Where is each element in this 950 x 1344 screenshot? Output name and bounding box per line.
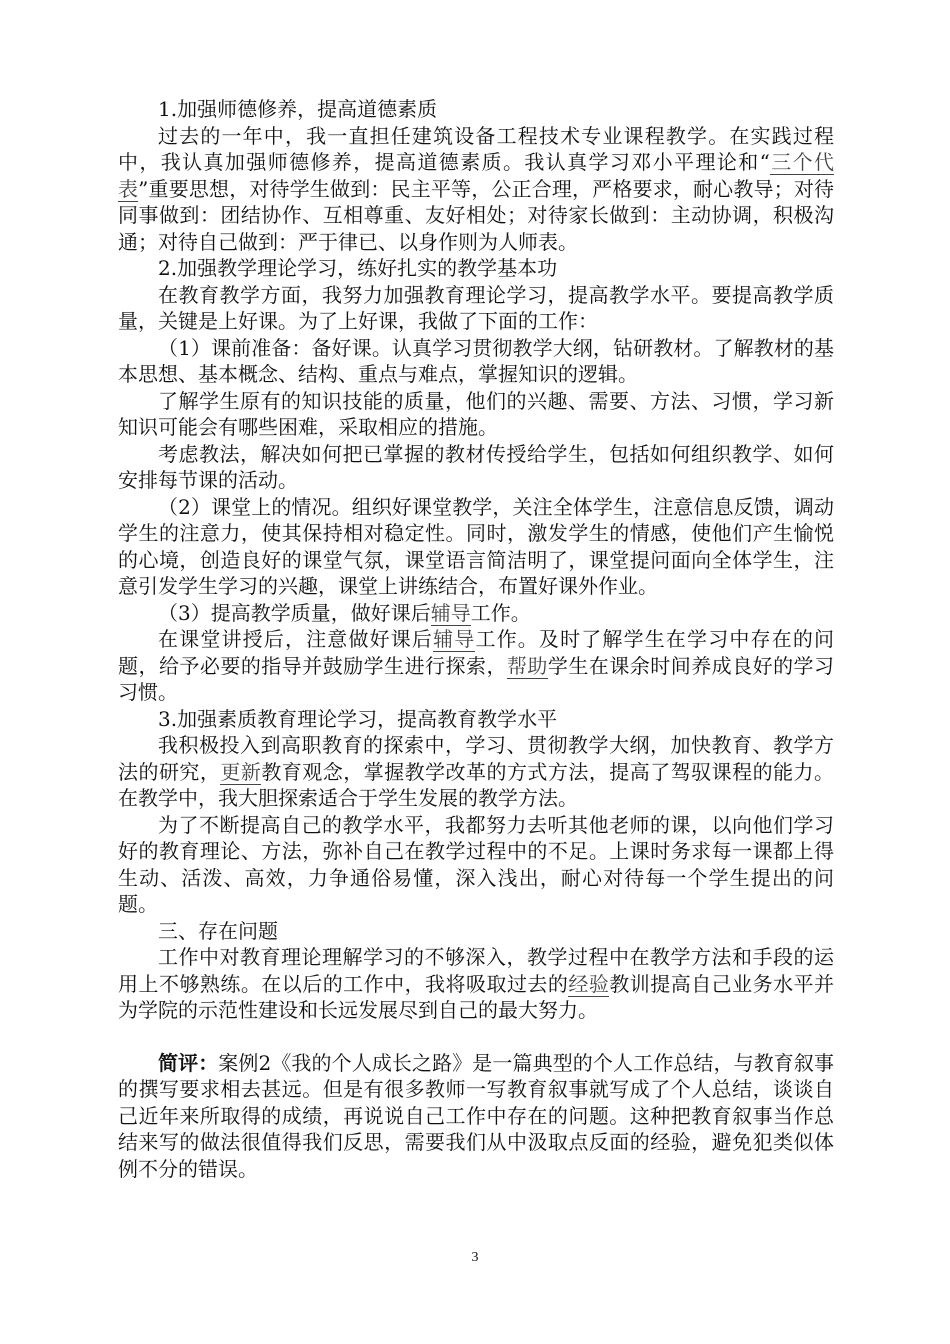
paragraph [118, 123, 834, 256]
comment-paragraph [118, 1050, 834, 1183]
text-run: 工作中对教育理论理解学习的不够深入，教学过程中在教学方法和手段的运用上不够熟练。在以后的工作中，我将吸取过去的 [118, 945, 834, 996]
paragraph [118, 600, 834, 627]
text-run: 工作。 [470, 600, 531, 625]
document-body [118, 96, 834, 1182]
paragraph: 在教育教学方面，我努力加强教育理论学习，提高教学水平。要提高教学质量，关键是上好课。为了上好课，我做了下面的工作： [118, 282, 834, 333]
text-run: 在课堂讲授后，注意做好课后 [158, 627, 434, 651]
link-update[interactable]: 更新 [220, 759, 262, 784]
paragraph: （2）课堂上的情况。组织好课堂教学，关注全体学生，注意信息反馈，调动学生的注意力，使其保持相对稳定性。同时，激发学生的情感，使他们产生愉悦的心境，创造良好的课堂气氛，课堂语言简洁明了，课堂提问面向全体学生，注意引发学生学习的兴趣，课堂上讲练结合，布置好课外作业。 [118, 494, 834, 598]
text-run: 工作。及时了解学生在学习中存在的问题，给予必要的指导并鼓励学生进行探索， [118, 627, 835, 678]
text-run: 教育观念，掌握教学改革的方式方法，提高了驾驭课程的能力。在教学中，我大胆探索适合于学生发展的教学方法。 [118, 759, 835, 810]
paragraph: 为了不断提高自己的教学水平，我都努力去听其他老师的课，以向他们学习好的教育理论、方法，弥补自己在教学过程中的不足。上课时务求每一课都上得生动、活泼、高效，力争通俗易懂，深入浅出，耐心对待每一个学生提出的问题。 [118, 812, 834, 916]
paragraph: 考虑教法，解决如何把已掌握的教材传授给学生，包括如何组织教学、如何安排每节课的活动。 [118, 441, 834, 492]
text-run: 我积极投入到高职教育的探索中，学习、贯彻教学大纲，加快教育、教学方法的研究， [118, 733, 834, 784]
comment-label: 简评： [158, 1050, 219, 1075]
paragraph [118, 626, 834, 706]
text-run: （3）提高教学质量，做好课后 [158, 600, 431, 625]
heading-2: 2.加强教学理论学习，练好扎实的教学基本功 [158, 256, 558, 280]
comment-text: 案例2《我的个人成长之路》是一篇典型的个人工作总结，与教育叙事的撰写要求相去甚远。但是有很多教师一写教育叙事就写成了个人总结，谈谈自己近年来所取得的成绩，再说说自己工作中存在的问题。这种把教育叙事当作总结来写的做法很值得我们反思，需要我们从中汲取点反面的经验，避免犯类似体例不分的错误。 [118, 1050, 834, 1181]
section-heading: 三、存在问题 [158, 918, 278, 943]
paragraph [118, 944, 834, 1024]
link-experience[interactable]: 经验 [568, 971, 610, 996]
paragraph: 了解学生原有的知识技能的质量，他们的兴趣、需要、方法、习惯，学习新知识可能会有哪些困难，采取相应的措施。 [118, 388, 834, 439]
link-tutoring[interactable]: 辅导 [430, 600, 471, 625]
link-help[interactable]: 帮助 [506, 653, 548, 678]
heading-3: 3.加强素质教育理论学习，提高教育教学水平 [158, 706, 558, 731]
text-run: ”重要思想，对待学生做到：民主平等，公正合理，严格要求，耐心教导；对待同事做到：团结协作、互相尊重、友好相处；对待家长做到：主动协调，积极沟通；对待自己做到：严于律已、以身作则为人师表。 [118, 176, 834, 254]
text-run: 学生在课余时间养成良好的学习习惯。 [118, 653, 835, 704]
paragraph [118, 732, 834, 812]
heading-1: 1.加强师德修养，提高道德素质 [158, 97, 438, 121]
link-tutoring[interactable]: 辅导 [433, 627, 476, 651]
page-number: 3 [471, 1250, 479, 1265]
link-three-represents[interactable]: 三个代表 [118, 150, 835, 201]
text-run: 教训提高自己业务水平并为学院的示范性建设和长远发展尽到自己的最大努力。 [118, 971, 835, 1022]
paragraph: （1）课前准备：备好课。认真学习贯彻教学大纲，钻研教材。了解教材的基本思想、基本概念、结构、重点与难点，掌握知识的逻辑。 [118, 335, 834, 386]
text-run: 过去的一年中，我一直担任建筑设备工程技术专业课程教学。在实践过程中，我认真加强师德修养，提高道德素质。我认真学习邓小平理论和“ [118, 123, 834, 174]
